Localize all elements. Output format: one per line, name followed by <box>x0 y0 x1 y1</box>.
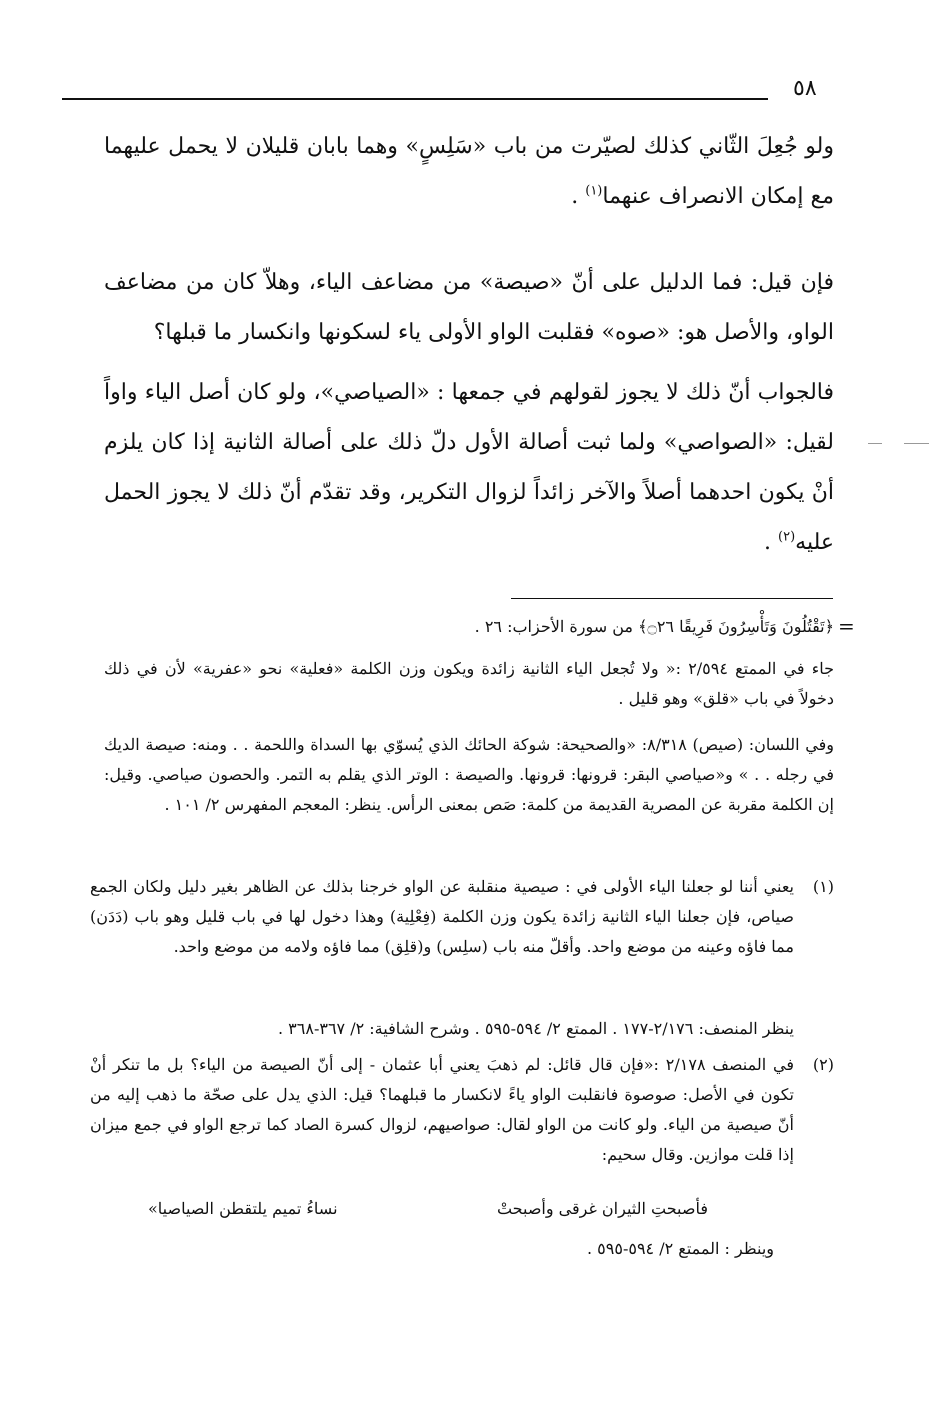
margin-dash <box>904 443 929 444</box>
verse-first-hemistich: فأصبحتِ الثيران غرقى وأصبحتْ <box>496 1199 708 1218</box>
footnote-1 <box>90 872 834 962</box>
margin-dash <box>868 443 882 444</box>
footnote-2 <box>90 1050 834 1170</box>
footnote-1-text: يعني أننا لو جعلنا الياء الأولى في : صيصية منقلبة عن الواو خرجنا بذلك عن الظاهر بغير دليل ولكان الجمع صياص، فإن جعلنا الياء الثانية زائدة يكون وزن الكلمة (فِعْلِية) وهذا دخول لها في باب قليل وهو باب (دَدَن) مما فاؤه وعينه من موضع واحد. وأقلّ منه باب (سلِس) و(قلِق) مما فاؤه ولامه من موضع واحد. <box>90 877 794 956</box>
footnote-continuation-quran: ﴿تَقْتُلُونَ وَتَأْسِرُونَ فَرِيقًا ۝٢٦﴾ من سورة الأحزاب: ٢٦ . <box>474 617 834 636</box>
footnote-continuation-lisan: وفي اللسان: (صيص) ٨/٣١٨: «والصحيحة: شوكة الحائك الذي يُسوّي بها السداة واللحمة . . ومنه: صيصة الديك في رجله . . » و«صياصي البقر: قرونها: قرونها. والصيصة : الوتر الذي يقلم به التمر. والحصون صياصي. وقيل: إن الكلمة مقربة عن المصرية القديمة من كلمة: صَص بمعنى الرأس. ينظر: المعجم المفهرس ٢/ ١٠١ . <box>104 735 835 814</box>
page-number: ٥٨ <box>793 76 817 101</box>
footnote-2-references: وينظر : الممتع ٢/ ٥٩٤-٥٩٥ . <box>587 1239 774 1258</box>
footnote-continuation-mumti: جاء في الممتع ٢/٥٩٤ :« ولا تُجعل الياء الثانية زائدة ويكون وزن الكلمة «فعلية» نحو «عفرية» لأن في ذلك دخولاً في باب «قلق» وهو قليل . <box>104 659 835 708</box>
footnote-rule <box>511 598 833 599</box>
continuation-mark: = <box>838 614 855 638</box>
footnote-ref-2: (٢) <box>778 529 796 545</box>
paragraph-3 <box>104 368 834 568</box>
footnote-1-number: (١) <box>812 877 834 896</box>
footnote-2-text: في المنصف ٢/١٧٨ :«فإن قال قائل: لم ذهبَ يعني أبا عثمان - إلى أنّ الصيصة من الياء؟ بل ما تنكر أنْ تكون في الأصل: صوصوة فانقلبت الواو ياءً لانكسار ما قبلهما؟ قيل: الذي يدل على صحّة ما ذهب إليه من أنّ صيصية من الياء. ولو كانت من الواو لقال: صواصيهم، لزوال كسرة الصاد كما ترجع الواو في جمع ميزان إذا قلت موازين. وقال سحيم: <box>90 1055 795 1164</box>
footnote-2-number: (٢) <box>812 1055 834 1074</box>
footnote-ref-1: (١) <box>585 183 603 199</box>
header-rule <box>62 98 768 100</box>
footnote-1-references: ينظر المنصف: ٢/١٧٦-١٧٧ . الممتع ٢/ ٥٩٤-٥٩٥ . وشرح الشافية: ٢/ ٣٦٧-٣٦٨ . <box>277 1019 794 1038</box>
paragraph-1-end: . <box>571 184 586 209</box>
paragraph-1 <box>104 122 834 222</box>
paragraph-2: فإن قيل: فما الدليل على أنّ «صيصة» من مضاعف الياء، وهلاّ كان من مضاعف الواو، والأصل هو: «صوه» فقلبت الواو الأولى ياء لسكونها وانكسار ما قبلها؟ <box>104 270 834 345</box>
paragraph-1-text: ولو جُعِلَ الثّاني كذلك لصيّرت من باب «سَلِسٍ» وهما بابان قليلان لا يحمل عليهما مع إمكان الانصراف عنهما <box>104 134 834 209</box>
paragraph-3-text: فالجواب أنّ ذلك لا يجوز لقولهم في جمعها : «الصياصي»، ولو كان أصل الياء واواً لقيل: «الصواصي» ولما ثبت أصالة الأول دلّ ذلك على أصالة الثانية إذا كان يلزم أنْ يكون احدهما أصلاً والآخر زائداً لزوال التكرير، وقد تقدّم أنّ ذلك لا يجوز الحمل عليه <box>104 380 834 555</box>
paragraph-3-end: . <box>764 530 779 555</box>
verse-second-hemistich: نساءُ تميم يلتقطن الصياصيا» <box>148 1199 338 1218</box>
